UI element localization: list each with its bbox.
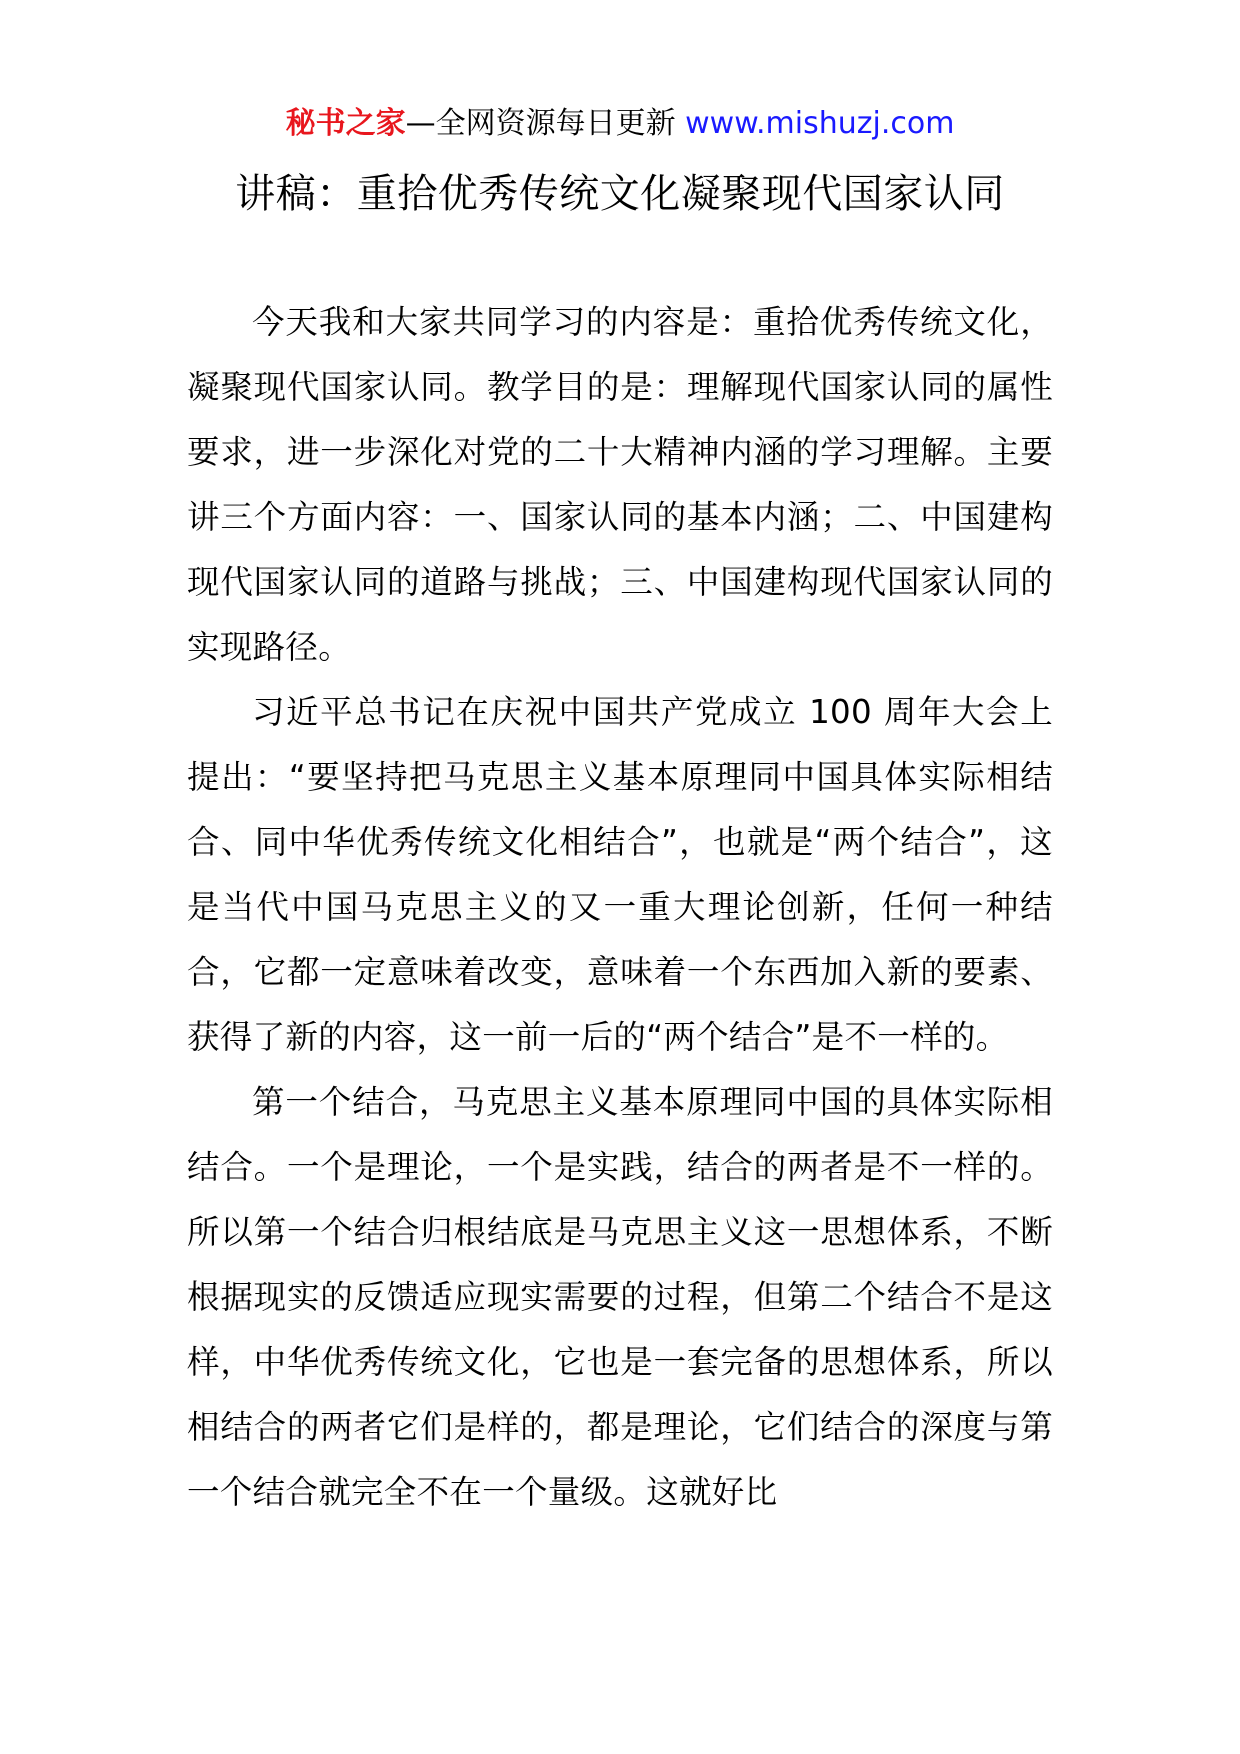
body-paragraph: 第一个结合，马克思主义基本原理同中国的具体实际相结合。一个是理论，一个是实践，结合的两者是不一样的。所以第一个结合归根结底是马克思主义这一思想体系，不断根据现实的反馈适应现实需要的过程，但第二个结合不是这样，中华优秀传统文化，它也是一套完备的思想体系，所以相结合的两者它们是样的，都是理论，它们结合的深度与第一个结合就完全不在一个量级。这就好比 (187, 1083, 1053, 1511)
site-name: 秘书之家 (285, 106, 406, 141)
site-url-link[interactable]: www.mishuzj.com (685, 106, 955, 141)
body-paragraph: 习近平总书记在庆祝中国共产党成立 100 周年大会上提出：“要坚持把马克思主义基本原理同中国具体实际相结合、同中华优秀传统文化相结合”，也就是“两个结合”，这是当代中国马克思主义的又一重大理论创新，任何一种结合，它都一定意味着改变，意味着一个东西加入新的要素、获得了新的内容，这一前一后的“两个结合”是不一样的。 (187, 693, 1053, 1056)
body-paragraph: 今天我和大家共同学习的内容是：重拾优秀传统文化，凝聚现代国家认同。教学目的是：理解现代国家认同的属性要求，进一步深化对党的二十大精神内涵的学习理解。主要讲三个方面内容：一、国家认同的基本内涵；二、中国建构现代国家认同的道路与挑战；三、中国建构现代国家认同的实现路径。 (187, 303, 1053, 666)
site-slogan: —全网资源每日更新 (405, 106, 676, 141)
site-header (0, 104, 1240, 144)
document-body (187, 290, 1053, 1525)
document-title: 讲稿：重拾优秀传统文化凝聚现代国家认同 (235, 171, 1005, 217)
